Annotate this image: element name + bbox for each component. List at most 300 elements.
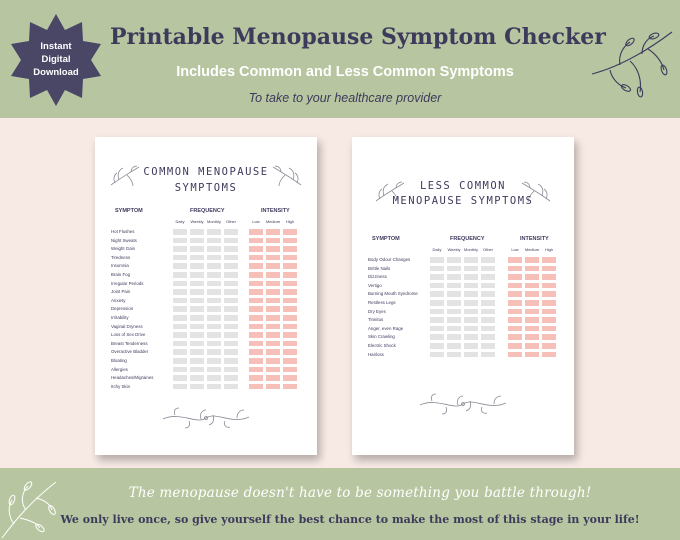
frequency-checkbox[interactable]	[224, 238, 238, 244]
table-row	[95, 340, 317, 349]
table-row	[352, 333, 574, 342]
intensity-checkbox[interactable]	[508, 317, 522, 323]
intensity-checkbox[interactable]	[542, 257, 556, 263]
frequency-checkbox[interactable]	[190, 238, 204, 244]
symptom-label: Electric Shock	[368, 343, 396, 348]
frequency-checkbox[interactable]	[173, 289, 187, 295]
symptom-label: Vertigo	[368, 282, 382, 288]
symptom-label: Vaginal Dryness	[111, 323, 143, 329]
frequency-checkbox[interactable]	[207, 375, 221, 381]
frequency-checkbox[interactable]	[190, 289, 204, 295]
frequency-checkbox[interactable]	[481, 283, 495, 289]
sheet1-bottom-vine-icon	[161, 407, 251, 429]
frequency-checkbox[interactable]	[207, 349, 221, 355]
intensity-checkbox[interactable]	[249, 367, 263, 373]
intensity-checkbox[interactable]	[525, 266, 539, 272]
symptom-label: Dry Eyes	[368, 308, 386, 314]
intensity-checkbox[interactable]	[283, 281, 297, 287]
frequency-checkbox[interactable]	[207, 306, 221, 312]
intensity-checkbox[interactable]	[525, 352, 539, 358]
frequency-checkbox[interactable]	[464, 300, 478, 306]
intensity-checkbox[interactable]	[266, 246, 280, 252]
table-row	[95, 254, 317, 263]
frequency-checkbox[interactable]	[481, 352, 495, 358]
intensity-checkbox[interactable]	[249, 263, 263, 269]
intensity-checkbox[interactable]	[266, 375, 280, 381]
frequency-checkbox[interactable]	[190, 281, 204, 287]
frequency-checkbox[interactable]	[447, 257, 461, 263]
frequency-checkbox[interactable]	[430, 352, 444, 358]
frequency-checkbox[interactable]	[207, 367, 221, 373]
table-row	[95, 271, 317, 280]
frequency-checkbox[interactable]	[224, 375, 238, 381]
table-row	[352, 342, 574, 351]
intensity-checkbox[interactable]	[542, 283, 556, 289]
sheet2-bottom-vine-icon	[418, 393, 508, 415]
intensity-checkbox[interactable]	[283, 238, 297, 244]
frequency-checkbox[interactable]	[207, 341, 221, 347]
frequency-checkbox[interactable]	[430, 266, 444, 272]
badge-line-3: Download	[33, 67, 79, 78]
table-row	[95, 262, 317, 271]
frequency-checkbox[interactable]	[173, 298, 187, 304]
common-symptoms-sheet	[95, 137, 317, 455]
frequency-checkbox[interactable]	[207, 272, 221, 278]
frequency-checkbox[interactable]	[447, 343, 461, 349]
frequency-checkbox[interactable]	[173, 375, 187, 381]
frequency-checkbox[interactable]	[173, 367, 187, 373]
intensity-checkbox[interactable]	[283, 289, 297, 295]
frequency-checkbox[interactable]	[190, 246, 204, 252]
frequency-checkbox[interactable]	[190, 263, 204, 269]
intensity-checkbox[interactable]	[249, 332, 263, 338]
intensity-checkbox[interactable]	[266, 315, 280, 321]
intensity-checkbox[interactable]	[266, 341, 280, 347]
intensity-checkbox[interactable]	[283, 263, 297, 269]
intensity-checkbox[interactable]	[249, 306, 263, 312]
symptom-label: Weight Gain	[111, 246, 136, 252]
frequency-checkbox[interactable]	[190, 349, 204, 355]
frequency-checkbox[interactable]	[207, 289, 221, 295]
frequency-checkbox[interactable]	[207, 238, 221, 244]
frequency-checkbox[interactable]	[207, 315, 221, 321]
frequency-checkbox[interactable]	[224, 229, 238, 235]
frequency-checkbox[interactable]	[190, 324, 204, 330]
leaf-sprig-icon	[590, 28, 675, 98]
frequency-checkbox[interactable]	[447, 352, 461, 358]
frequency-checkbox[interactable]	[207, 255, 221, 261]
intensity-checkbox[interactable]	[249, 349, 263, 355]
frequency-checkbox[interactable]	[224, 281, 238, 287]
intensity-checkbox[interactable]	[508, 257, 522, 263]
intensity-checkbox[interactable]	[508, 326, 522, 332]
symptom-label: Restless Legs	[368, 300, 396, 305]
symptom-label: Hairloss	[368, 351, 384, 357]
intensity-checkbox[interactable]	[525, 291, 539, 297]
frequency-checkbox[interactable]	[173, 332, 187, 338]
footer-leaf-sprig-icon	[0, 476, 60, 540]
table-row	[95, 314, 317, 323]
intensity-checkbox[interactable]	[266, 272, 280, 278]
frequency-checkbox[interactable]	[173, 306, 187, 312]
sheet2-title-line2: MENOPAUSE SYMPTOMS	[392, 195, 534, 207]
frequency-checkbox[interactable]	[481, 291, 495, 297]
frequency-checkbox[interactable]	[430, 343, 444, 349]
symptom-label: Loss of Sex Drive	[111, 332, 146, 338]
frequency-checkbox[interactable]	[447, 274, 461, 280]
frequency-checkbox[interactable]	[173, 246, 187, 252]
symptom-label: Body Odour Changes	[368, 257, 411, 262]
frequency-checkbox[interactable]	[430, 326, 444, 332]
symptom-label: Tiredness	[111, 254, 131, 260]
frequency-checkbox[interactable]	[430, 334, 444, 340]
frequency-checkbox[interactable]	[207, 324, 221, 330]
intensity-checkbox[interactable]	[525, 334, 539, 340]
sheet2-col-frequency: FREQUENCY	[450, 236, 485, 242]
intensity-checkbox[interactable]	[542, 309, 556, 315]
intensity-checkbox[interactable]	[542, 343, 556, 349]
frequency-checkbox[interactable]	[190, 306, 204, 312]
table-row	[95, 280, 317, 289]
intensity-checkbox[interactable]	[266, 384, 280, 390]
table-row	[95, 228, 317, 237]
intensity-checkbox[interactable]	[266, 255, 280, 261]
frequency-checkbox[interactable]	[224, 358, 238, 364]
frequency-checkbox[interactable]	[207, 281, 221, 287]
intensity-checkbox[interactable]	[542, 291, 556, 297]
frequency-checkbox[interactable]	[173, 341, 187, 347]
intensity-checkbox[interactable]	[283, 358, 297, 364]
intensity-checkbox[interactable]	[266, 358, 280, 364]
sheet1-title-line1: COMMON MENOPAUSE	[143, 166, 269, 178]
frequency-checkbox[interactable]	[207, 263, 221, 269]
frequency-checkbox[interactable]	[207, 246, 221, 252]
frequency-checkbox[interactable]	[190, 367, 204, 373]
frequency-checkbox[interactable]	[190, 358, 204, 364]
frequency-checkbox[interactable]	[464, 317, 478, 323]
intensity-checkbox[interactable]	[249, 289, 263, 295]
intensity-checkbox[interactable]	[283, 341, 297, 347]
frequency-checkbox[interactable]	[207, 298, 221, 304]
intensity-checkbox[interactable]	[249, 298, 263, 304]
symptom-label: Joint Pain	[111, 289, 131, 295]
sheet2-int-high: High	[544, 247, 554, 252]
frequency-checkbox[interactable]	[190, 298, 204, 304]
table-row	[95, 245, 317, 254]
frequency-checkbox[interactable]	[464, 326, 478, 332]
frequency-checkbox[interactable]	[207, 384, 221, 390]
frequency-checkbox[interactable]	[464, 283, 478, 289]
frequency-checkbox[interactable]	[430, 300, 444, 306]
intensity-checkbox[interactable]	[508, 334, 522, 340]
frequency-checkbox[interactable]	[190, 341, 204, 347]
page-tagline: To take to your healthcare provider	[248, 91, 442, 105]
less-common-symptoms-sheet	[352, 137, 574, 455]
frequency-checkbox[interactable]	[224, 349, 238, 355]
table-row	[352, 256, 574, 265]
frequency-checkbox[interactable]	[224, 263, 238, 269]
table-row	[95, 297, 317, 306]
frequency-checkbox[interactable]	[173, 238, 187, 244]
sheet2-freq-daily: Daily	[432, 247, 442, 252]
frequency-checkbox[interactable]	[224, 306, 238, 312]
frequency-checkbox[interactable]	[190, 332, 204, 338]
table-row	[352, 282, 574, 291]
intensity-checkbox[interactable]	[249, 272, 263, 278]
intensity-checkbox[interactable]	[283, 324, 297, 330]
symptom-label: Insomnia	[111, 263, 129, 269]
frequency-checkbox[interactable]	[464, 343, 478, 349]
frequency-checkbox[interactable]	[224, 272, 238, 278]
page-title: Printable Menopause Symptom Checker	[110, 24, 606, 50]
intensity-checkbox[interactable]	[508, 291, 522, 297]
intensity-checkbox[interactable]	[508, 283, 522, 289]
frequency-checkbox[interactable]	[464, 309, 478, 315]
intensity-checkbox[interactable]	[525, 309, 539, 315]
intensity-checkbox[interactable]	[249, 375, 263, 381]
intensity-checkbox[interactable]	[266, 289, 280, 295]
frequency-checkbox[interactable]	[447, 291, 461, 297]
symptom-label: Skin Crawling	[368, 334, 395, 340]
intensity-checkbox[interactable]	[508, 343, 522, 349]
frequency-checkbox[interactable]	[481, 334, 495, 340]
intensity-checkbox[interactable]	[525, 300, 539, 306]
frequency-checkbox[interactable]	[190, 255, 204, 261]
sheet1-col-frequency: FREQUENCY	[190, 208, 225, 214]
sheet2-freq-other: Other	[482, 247, 493, 252]
frequency-checkbox[interactable]	[190, 384, 204, 390]
intensity-checkbox[interactable]	[542, 334, 556, 340]
frequency-checkbox[interactable]	[481, 326, 495, 332]
symptom-label: Night Sweats	[111, 237, 137, 243]
frequency-checkbox[interactable]	[447, 266, 461, 272]
frequency-checkbox[interactable]	[447, 326, 461, 332]
table-row	[352, 325, 574, 334]
frequency-checkbox[interactable]	[464, 257, 478, 263]
sheet1-freq-daily: Daily	[175, 219, 185, 224]
frequency-checkbox[interactable]	[447, 283, 461, 289]
intensity-checkbox[interactable]	[249, 246, 263, 252]
intensity-checkbox[interactable]	[266, 306, 280, 312]
intensity-checkbox[interactable]	[283, 229, 297, 235]
intensity-checkbox[interactable]	[249, 341, 263, 347]
intensity-checkbox[interactable]	[266, 238, 280, 244]
frequency-checkbox[interactable]	[447, 300, 461, 306]
intensity-checkbox[interactable]	[508, 300, 522, 306]
frequency-checkbox[interactable]	[224, 324, 238, 330]
sheet2-int-medium: Medium	[524, 247, 540, 252]
frequency-checkbox[interactable]	[447, 309, 461, 315]
frequency-checkbox[interactable]	[173, 255, 187, 261]
intensity-checkbox[interactable]	[283, 306, 297, 312]
intensity-checkbox[interactable]	[283, 255, 297, 261]
frequency-checkbox[interactable]	[173, 324, 187, 330]
sheet1-int-high: High	[285, 219, 295, 224]
frequency-checkbox[interactable]	[207, 229, 221, 235]
symptom-label: Anger, even Rage	[368, 325, 404, 331]
intensity-checkbox[interactable]	[283, 349, 297, 355]
table-row	[95, 348, 317, 357]
table-row	[95, 357, 317, 366]
symptom-label: Overactive Bladder	[111, 349, 149, 355]
table-row	[95, 288, 317, 297]
intensity-checkbox[interactable]	[283, 332, 297, 338]
intensity-checkbox[interactable]	[266, 263, 280, 269]
frequency-checkbox[interactable]	[173, 358, 187, 364]
frequency-checkbox[interactable]	[430, 317, 444, 323]
intensity-checkbox[interactable]	[525, 283, 539, 289]
frequency-checkbox[interactable]	[481, 257, 495, 263]
frequency-checkbox[interactable]	[173, 229, 187, 235]
symptom-label: Tinnitus	[368, 317, 384, 323]
frequency-checkbox[interactable]	[224, 255, 238, 261]
intensity-checkbox[interactable]	[283, 272, 297, 278]
intensity-checkbox[interactable]	[249, 315, 263, 321]
table-row	[95, 331, 317, 340]
footer-banner	[0, 468, 680, 540]
table-row	[95, 237, 317, 246]
intensity-checkbox[interactable]	[266, 367, 280, 373]
frequency-checkbox[interactable]	[464, 266, 478, 272]
intensity-checkbox[interactable]	[525, 274, 539, 280]
frequency-checkbox[interactable]	[447, 334, 461, 340]
frequency-checkbox[interactable]	[464, 291, 478, 297]
sheet2-col-symptom: SYMPTOM	[372, 236, 400, 242]
symptom-label: Headaches/Migraines	[111, 375, 154, 381]
frequency-checkbox[interactable]	[190, 272, 204, 278]
symptom-label: Depression	[111, 306, 134, 312]
frequency-checkbox[interactable]	[481, 266, 495, 272]
frequency-checkbox[interactable]	[190, 375, 204, 381]
intensity-checkbox[interactable]	[266, 281, 280, 287]
frequency-checkbox[interactable]	[430, 283, 444, 289]
frequency-checkbox[interactable]	[430, 274, 444, 280]
sheet1-freq-weekly: Weekly	[190, 219, 204, 224]
intensity-checkbox[interactable]	[266, 298, 280, 304]
frequency-checkbox[interactable]	[430, 257, 444, 263]
intensity-checkbox[interactable]	[266, 332, 280, 338]
frequency-checkbox[interactable]	[481, 300, 495, 306]
frequency-checkbox[interactable]	[173, 315, 187, 321]
intensity-checkbox[interactable]	[508, 274, 522, 280]
sheet2-title-line1: LESS COMMON	[419, 180, 507, 192]
intensity-checkbox[interactable]	[283, 384, 297, 390]
frequency-checkbox[interactable]	[224, 246, 238, 252]
frequency-checkbox[interactable]	[224, 289, 238, 295]
frequency-checkbox[interactable]	[430, 309, 444, 315]
frequency-checkbox[interactable]	[173, 281, 187, 287]
frequency-checkbox[interactable]	[173, 384, 187, 390]
badge-line-2: Digital	[41, 54, 71, 65]
intensity-checkbox[interactable]	[266, 349, 280, 355]
frequency-checkbox[interactable]	[481, 274, 495, 280]
intensity-checkbox[interactable]	[525, 257, 539, 263]
intensity-checkbox[interactable]	[508, 309, 522, 315]
intensity-checkbox[interactable]	[266, 324, 280, 330]
frequency-checkbox[interactable]	[207, 332, 221, 338]
frequency-checkbox[interactable]	[224, 315, 238, 321]
intensity-checkbox[interactable]	[249, 358, 263, 364]
intensity-checkbox[interactable]	[542, 274, 556, 280]
frequency-checkbox[interactable]	[481, 343, 495, 349]
intensity-checkbox[interactable]	[525, 317, 539, 323]
frequency-checkbox[interactable]	[173, 263, 187, 269]
frequency-checkbox[interactable]	[207, 358, 221, 364]
symptom-label: Burning Mouth Syndrome	[368, 291, 418, 297]
intensity-checkbox[interactable]	[542, 317, 556, 323]
intensity-checkbox[interactable]	[525, 326, 539, 332]
table-row	[95, 323, 317, 332]
symptom-label: Itchy Skin	[111, 383, 131, 389]
intensity-checkbox[interactable]	[542, 300, 556, 306]
frequency-checkbox[interactable]	[464, 352, 478, 358]
table-row	[352, 308, 574, 317]
frequency-checkbox[interactable]	[173, 349, 187, 355]
table-row	[352, 265, 574, 274]
sheet2-col-intensity: INTENSITY	[520, 236, 549, 242]
table-row	[352, 316, 574, 325]
intensity-checkbox[interactable]	[249, 238, 263, 244]
footer-quote: The menopause doesn't have to be something you battle through!	[128, 485, 592, 501]
intensity-checkbox[interactable]	[249, 324, 263, 330]
intensity-checkbox[interactable]	[266, 229, 280, 235]
intensity-checkbox[interactable]	[283, 375, 297, 381]
intensity-checkbox[interactable]	[283, 246, 297, 252]
intensity-checkbox[interactable]	[283, 367, 297, 373]
frequency-checkbox[interactable]	[481, 309, 495, 315]
intensity-checkbox[interactable]	[249, 229, 263, 235]
symptom-label: Breast Tenderness	[111, 340, 148, 346]
intensity-checkbox[interactable]	[542, 266, 556, 272]
intensity-checkbox[interactable]	[283, 315, 297, 321]
intensity-checkbox[interactable]	[508, 266, 522, 272]
badge-text	[10, 40, 102, 79]
intensity-checkbox[interactable]	[542, 326, 556, 332]
frequency-checkbox[interactable]	[464, 334, 478, 340]
frequency-checkbox[interactable]	[481, 317, 495, 323]
frequency-checkbox[interactable]	[190, 229, 204, 235]
intensity-checkbox[interactable]	[249, 281, 263, 287]
table-row	[352, 299, 574, 308]
frequency-checkbox[interactable]	[430, 291, 444, 297]
frequency-checkbox[interactable]	[224, 298, 238, 304]
page-subtitle: Includes Common and Less Common Symptoms	[176, 64, 514, 80]
intensity-checkbox[interactable]	[542, 352, 556, 358]
frequency-checkbox[interactable]	[224, 367, 238, 373]
frequency-checkbox[interactable]	[224, 332, 238, 338]
sheet1-int-medium: Medium	[265, 219, 281, 224]
frequency-checkbox[interactable]	[224, 384, 238, 390]
intensity-checkbox[interactable]	[249, 384, 263, 390]
frequency-checkbox[interactable]	[224, 341, 238, 347]
table-row	[95, 305, 317, 314]
intensity-checkbox[interactable]	[249, 255, 263, 261]
frequency-checkbox[interactable]	[190, 315, 204, 321]
intensity-checkbox[interactable]	[525, 343, 539, 349]
table-row	[352, 273, 574, 282]
frequency-checkbox[interactable]	[447, 317, 461, 323]
frequency-checkbox[interactable]	[464, 274, 478, 280]
badge-line-1: Instant	[40, 41, 72, 52]
symptom-label: Brittle Nails	[368, 265, 391, 271]
intensity-checkbox[interactable]	[508, 352, 522, 358]
sheet1-col-intensity: INTENSITY	[261, 208, 290, 214]
frequency-checkbox[interactable]	[173, 272, 187, 278]
symptom-label: Bloating	[111, 358, 127, 363]
symptom-label: Irritability	[111, 315, 129, 320]
intensity-checkbox[interactable]	[283, 298, 297, 304]
sheet1-col-symptom: SYMPTOM	[115, 208, 143, 214]
